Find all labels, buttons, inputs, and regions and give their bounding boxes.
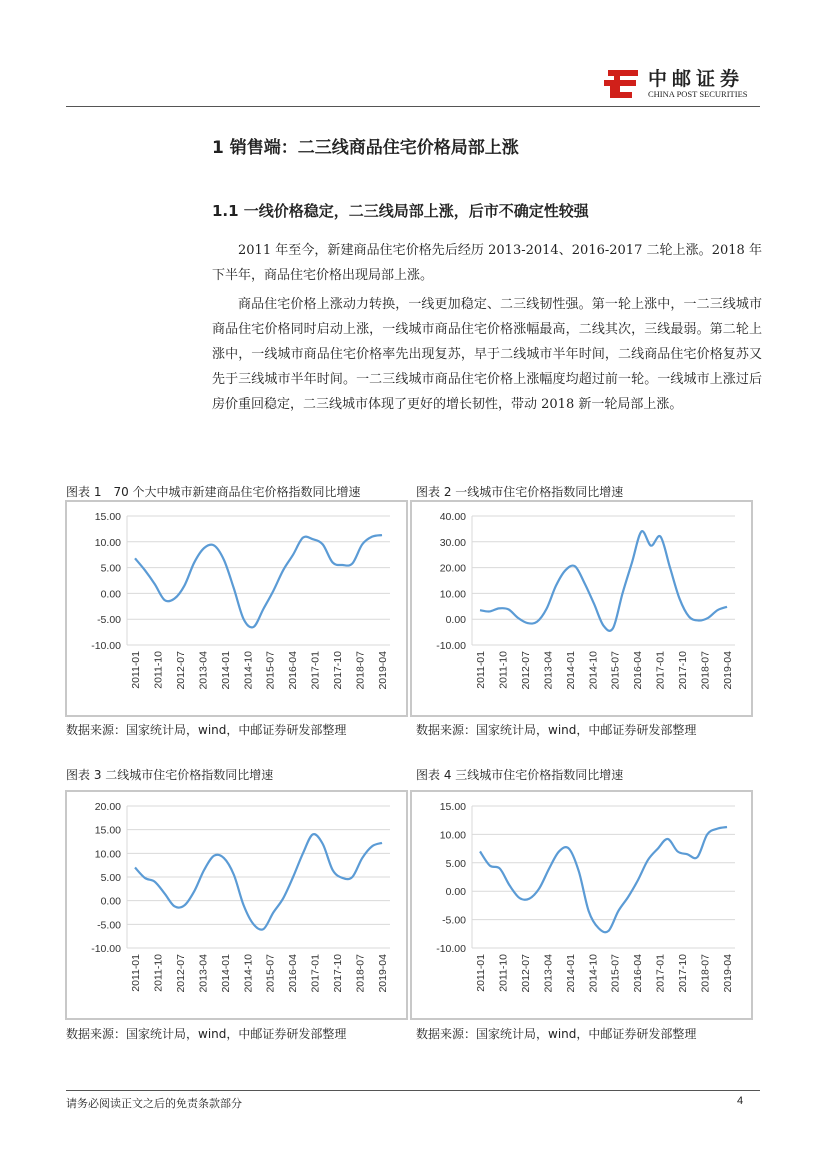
x-tick-label: 2018-07 — [699, 651, 712, 690]
x-tick-label: 2018-07 — [354, 651, 367, 690]
y-tick-label: 10.00 — [439, 588, 466, 601]
x-tick-label: 2012-07 — [174, 954, 187, 993]
chart-1-caption: 图表 1 70 个大中城市新建商品住宅价格指数同比增速 — [66, 485, 361, 499]
x-tick-label: 2011-10 — [497, 651, 510, 689]
x-tick-label: 2014-10 — [587, 954, 600, 993]
x-tick-label: 2017-01 — [309, 954, 322, 993]
page-number: 4 — [737, 1095, 744, 1107]
x-tick-label: 2011-01 — [130, 954, 142, 992]
y-tick-label: -5.00 — [442, 914, 466, 927]
x-tick-label: 2017-01 — [309, 651, 322, 690]
china-post-logo-icon — [602, 62, 644, 102]
chart-2-caption: 图表 2 一线城市住宅价格指数同比增速 — [416, 485, 624, 499]
x-tick-label: 2014-01 — [564, 651, 577, 690]
chart-4 — [410, 790, 753, 1020]
chart-3-caption: 图表 3 二线城市住宅价格指数同比增速 — [66, 768, 274, 782]
logo-english-name: CHINA POST SECURITIES — [648, 89, 748, 99]
chart-3 — [65, 790, 408, 1020]
x-tick-label: 2013-04 — [197, 954, 210, 993]
y-tick-label: 15.00 — [439, 801, 466, 813]
x-tick-label: 2018-07 — [699, 954, 712, 993]
series-line — [135, 834, 382, 930]
section-heading: 1 销售端：二三线商品住宅价格局部上涨 — [212, 138, 519, 158]
x-tick-label: 2011-01 — [130, 651, 142, 689]
y-tick-label: 10.00 — [94, 848, 121, 861]
x-tick-label: 2014-10 — [587, 651, 600, 690]
footer-divider — [66, 1090, 760, 1091]
y-tick-label: 0.00 — [100, 895, 121, 908]
disclaimer: 请务必阅读正文之后的免责条款部分 — [66, 1097, 242, 1110]
y-tick-label: -5.00 — [97, 919, 121, 932]
x-tick-label: 2015-07 — [609, 954, 622, 993]
x-tick-label: 2014-10 — [242, 651, 255, 690]
chart-4-source: 数据来源：国家统计局，wind，中邮证券研发部整理 — [416, 1027, 697, 1041]
y-tick-label: 5.00 — [100, 562, 121, 575]
y-tick-label: -10.00 — [91, 640, 121, 652]
y-tick-label: 15.00 — [94, 511, 121, 523]
x-tick-label: 2019-04 — [722, 954, 734, 993]
x-tick-label: 2012-07 — [519, 651, 532, 690]
x-tick-label: 2013-04 — [197, 651, 210, 690]
x-tick-label: 2013-04 — [542, 954, 555, 993]
y-tick-label: 30.00 — [439, 536, 466, 549]
chart-1 — [65, 500, 408, 717]
y-tick-label: -10.00 — [436, 640, 466, 652]
x-tick-label: 2015-07 — [264, 651, 277, 690]
x-tick-label: 2016-04 — [287, 651, 300, 690]
x-tick-label: 2014-01 — [219, 954, 232, 993]
x-tick-label: 2014-10 — [242, 954, 255, 993]
y-tick-label: 10.00 — [439, 829, 466, 842]
y-tick-label: -10.00 — [91, 943, 121, 955]
chart-3-svg — [67, 792, 406, 1018]
x-tick-label: 2011-10 — [152, 651, 165, 689]
y-tick-label: 0.00 — [445, 886, 466, 899]
x-tick-label: 2013-04 — [542, 651, 555, 690]
chart-1-svg — [67, 502, 406, 715]
chart-4-svg — [412, 792, 751, 1018]
chart-2 — [410, 500, 753, 717]
y-tick-label: 0.00 — [100, 588, 121, 601]
x-tick-label: 2019-04 — [377, 651, 389, 690]
x-tick-label: 2015-07 — [609, 651, 622, 690]
y-tick-label: 20.00 — [439, 562, 466, 575]
chart-1-source: 数据来源：国家统计局，wind，中邮证券研发部整理 — [66, 723, 347, 737]
x-tick-label: 2017-10 — [677, 954, 690, 993]
x-tick-label: 2016-04 — [632, 651, 645, 690]
subsection-heading: 1.1 一线价格稳定，二三线局部上涨，后市不确定性较强 — [212, 202, 589, 220]
y-tick-label: 40.00 — [439, 511, 466, 523]
x-tick-label: 2019-04 — [722, 651, 734, 690]
chart-2-svg — [412, 502, 751, 715]
x-tick-label: 2017-01 — [654, 651, 667, 690]
x-tick-label: 2017-10 — [332, 954, 345, 993]
x-tick-label: 2014-01 — [564, 954, 577, 993]
company-logo — [602, 62, 762, 104]
series-line — [135, 535, 382, 627]
y-tick-label: -10.00 — [436, 943, 466, 955]
chart-4-caption: 图表 4 三线城市住宅价格指数同比增速 — [416, 768, 624, 782]
x-tick-label: 2011-01 — [475, 651, 487, 689]
x-tick-label: 2011-01 — [475, 954, 487, 992]
x-tick-label: 2015-07 — [264, 954, 277, 993]
y-tick-label: -5.00 — [97, 614, 121, 627]
paragraph-2: 商品住宅价格上涨动力转换，一线更加稳定、二三线韧性强。第一轮上涨中，一二三线城市商品住宅价格同时启动上涨，一线城市商品住宅价格涨幅最高，二线其次，三线最弱。第二轮上涨中，一线城市商品住宅价格率先出现复苏，早于二线城市半年时间，二线商品住宅价格复苏又先于三线城市半年时间。一二三线城市商品住宅价格上涨幅度均超过前一轮。一线城市上涨过后房价重回稳定，二三线城市体现了更好的增长韧性，带动 2018 新一轮局部上涨。 — [212, 297, 762, 412]
x-tick-label: 2017-10 — [677, 651, 690, 690]
series-line — [480, 531, 727, 631]
x-tick-label: 2017-01 — [654, 954, 667, 993]
x-tick-label: 2016-04 — [632, 954, 645, 993]
chart-2-source: 数据来源：国家统计局，wind，中邮证券研发部整理 — [416, 723, 697, 737]
y-tick-label: 20.00 — [94, 801, 121, 813]
x-tick-label: 2011-10 — [497, 954, 510, 992]
x-tick-label: 2016-04 — [287, 954, 300, 993]
series-line — [480, 827, 727, 932]
y-tick-label: 5.00 — [100, 872, 121, 884]
header-divider — [66, 106, 760, 107]
x-tick-label: 2014-01 — [219, 651, 232, 690]
x-tick-label: 2012-07 — [174, 651, 187, 690]
y-tick-label: 15.00 — [94, 824, 121, 837]
chart-3-source: 数据来源：国家统计局，wind，中邮证券研发部整理 — [66, 1027, 347, 1041]
x-tick-label: 2018-07 — [354, 954, 367, 993]
y-tick-label: 10.00 — [94, 536, 121, 549]
paragraph-1: 2011 年至今，新建商品住宅价格先后经历 2013-2014、2016-2017 二轮上涨。2018 年下半年，商品住宅价格出现局部上涨。 — [212, 243, 762, 283]
x-tick-label: 2011-10 — [152, 954, 165, 992]
y-tick-label: 0.00 — [445, 614, 466, 627]
y-tick-label: 5.00 — [445, 857, 466, 870]
x-tick-label: 2012-07 — [519, 954, 532, 993]
x-tick-label: 2019-04 — [377, 954, 389, 993]
logo-chinese-name: 中邮证券 — [648, 68, 745, 90]
x-tick-label: 2017-10 — [332, 651, 345, 690]
